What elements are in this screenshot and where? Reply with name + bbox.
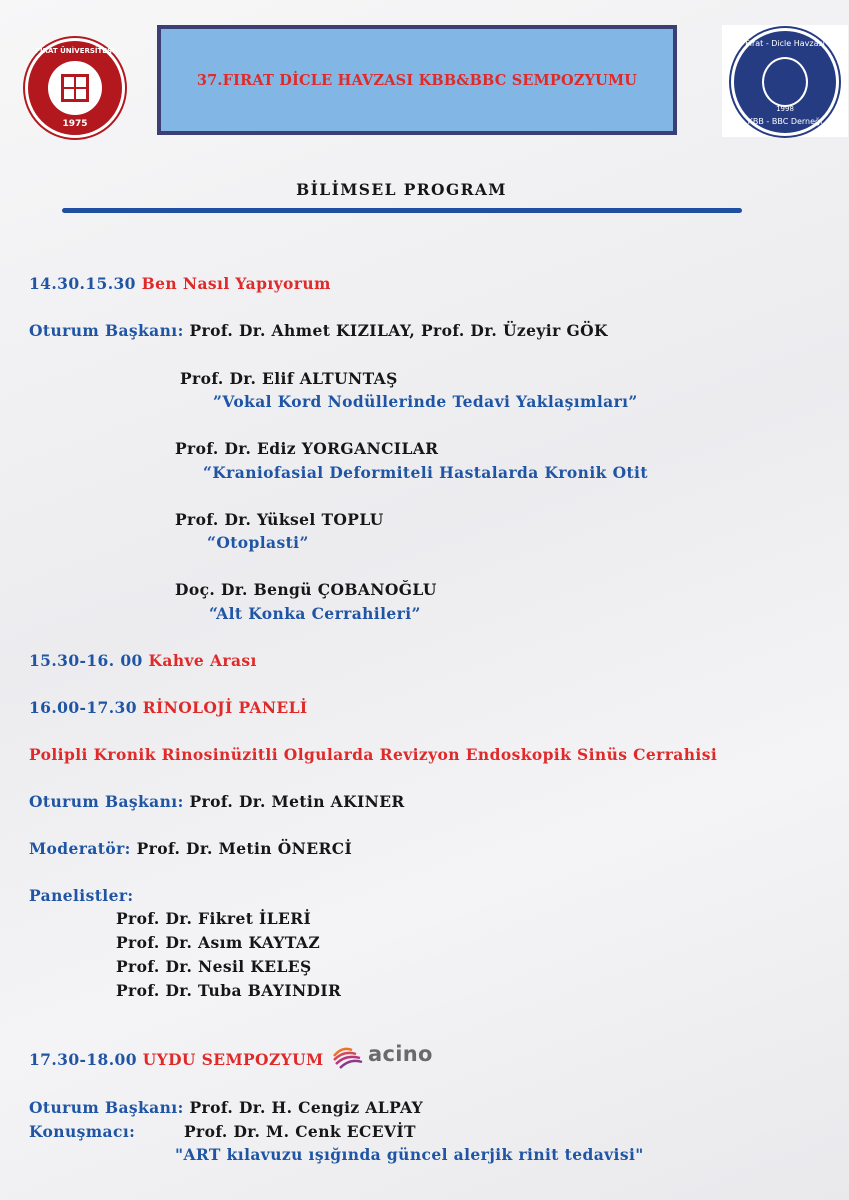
firat-university-logo	[25, 38, 125, 138]
acino-sponsor-logo	[332, 1042, 432, 1074]
symposium-title-box	[157, 25, 677, 135]
session3-speaker: Prof. Dr. M. Cenk ECEVİT	[184, 1122, 416, 1141]
session3-title: UYDU SEMPOZYUM	[142, 1050, 324, 1069]
logo-emblem	[48, 61, 102, 115]
logo-bottom-text: KBB - BBC Derneği	[747, 117, 823, 126]
talk-topic: “Alt Konka Cerrahileri”	[209, 604, 421, 623]
session2-chair: Prof. Dr. Metin AKINER	[189, 792, 405, 811]
talk-speaker: Prof. Dr. Yüksel TOPLU	[175, 510, 384, 529]
session1-line	[29, 274, 331, 293]
logo-arc-text: FIRAT ÜNİVERSİTESİ	[35, 47, 115, 55]
session2-subtitle: Polipli Kronik Rinosinüzitli Olgularda Revizyon Endoskopik Sinüs Cerrahisi	[29, 745, 718, 764]
sponsor-name: acino	[368, 1042, 433, 1066]
talk-speaker: Prof. Dr. Elif ALTUNTAŞ	[180, 369, 398, 388]
session3-line	[29, 1050, 324, 1069]
session2-line	[29, 698, 308, 717]
session2-title: RİNOLOJİ PANELİ	[142, 698, 308, 717]
session2-moderator-line	[29, 839, 352, 858]
page-heading: BİLİMSEL PROGRAM	[296, 180, 507, 199]
talk-topic: ”Vokal Kord Nodüllerinde Tedavi Yaklaşımları”	[213, 392, 638, 411]
session1-title: Ben Nasıl Yapıyorum	[141, 274, 331, 293]
session3-topic: "ART kılavuzu ışığında güncel alerjik rinit tedavisi"	[175, 1145, 644, 1164]
heading-divider	[62, 208, 742, 213]
break-title: Kahve Arası	[148, 651, 257, 670]
chair-label: Oturum Başkanı:	[29, 1098, 184, 1117]
session3-chair: Prof. Dr. H. Cengiz ALPAY	[189, 1098, 424, 1117]
logo-arc-text: Fırat - Dicle Havzası	[745, 39, 825, 48]
kbb-bbc-association-logo	[731, 28, 839, 136]
symposium-title: 37.FIRAT DİCLE HAVZASI KBB&BBC SEMPOZYUMU	[196, 71, 638, 89]
panelist: Prof. Dr. Fikret İLERİ	[116, 909, 312, 928]
acino-mark-icon	[332, 1044, 364, 1072]
session3-time: 17.30-18.00	[29, 1050, 137, 1069]
logo-year: 1975	[62, 119, 88, 129]
panelist: Prof. Dr. Asım KAYTAZ	[116, 933, 321, 952]
break-line	[29, 651, 257, 670]
session2-chair-line	[29, 792, 405, 811]
session1-chair-line	[29, 321, 608, 340]
moderator-label: Moderatör:	[29, 839, 131, 858]
logo-square-icon	[61, 74, 89, 102]
session1-time: 14.30.15.30	[29, 274, 136, 293]
session1-chairs: Prof. Dr. Ahmet KIZILAY, Prof. Dr. Üzeyir GÖK	[189, 321, 608, 340]
break-time: 15.30-16. 00	[29, 651, 143, 670]
logo-year: 1998	[776, 105, 794, 113]
talk-topic: “Otoplasti”	[207, 533, 309, 552]
session3-chair-line	[29, 1098, 423, 1117]
speaker-label: Konuşmacı:	[29, 1122, 136, 1141]
talk-speaker: Doç. Dr. Bengü ÇOBANOĞLU	[175, 580, 437, 599]
panelist: Prof. Dr. Nesil KELEŞ	[116, 957, 312, 976]
session2-time: 16.00-17.30	[29, 698, 137, 717]
faces-icon	[762, 57, 808, 107]
chair-label: Oturum Başkanı:	[29, 321, 184, 340]
session2-moderator: Prof. Dr. Metin ÖNERCİ	[136, 839, 353, 858]
chair-label: Oturum Başkanı:	[29, 792, 184, 811]
panelists-label: Panelistler:	[29, 886, 134, 905]
talk-topic: “Kraniofasial Deformiteli Hastalarda Kronik Otit	[203, 463, 648, 482]
panelist: Prof. Dr. Tuba BAYINDIR	[116, 981, 342, 1000]
talk-speaker: Prof. Dr. Ediz YORGANCILAR	[175, 439, 439, 458]
